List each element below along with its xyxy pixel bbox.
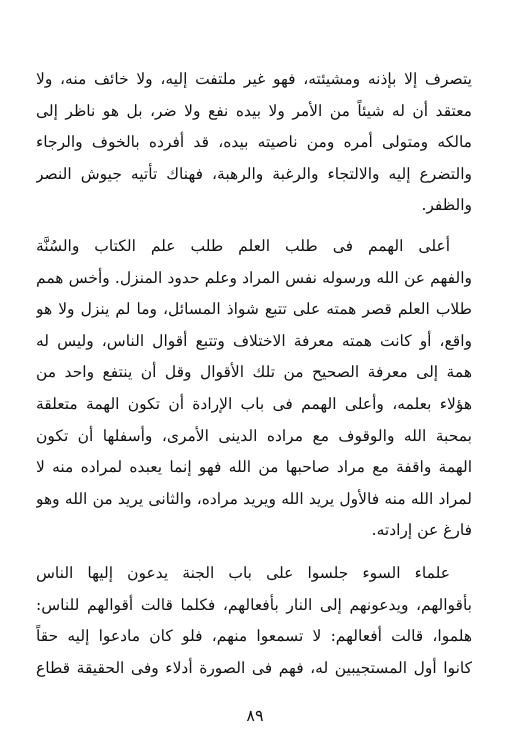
text-line: هؤلاء بعلمه، وأعلى الهمم فى باب الإرادة أن تكون الهمة متعلقة [36, 394, 472, 413]
text-line: طلاب العلم قصر همته على تتبع شواذ المسائل، وما لم ينزل ولا هو [36, 300, 472, 319]
page-number: ٨٩ [246, 706, 264, 725]
paragraph-1 [36, 64, 472, 222]
page-body-text [36, 64, 472, 684]
text-line: معتقد أن له شيئاً من الأمر ولا بيده نفع ولا ضر، بل هو ناظر إلى [36, 101, 472, 120]
text-line-first: علماء السوء جلسوا على باب الجنة يدعون إليها الناس [36, 563, 450, 582]
text-line: هلموا، قالت أفعالهم: لا تسمعوا منهم، فلو كان مادعوا إليه حقاً [36, 627, 472, 646]
text-line: مالكه ومتولى أمره ومن ناصيته بيده، قد أفرده بالخوف والرجاء [36, 133, 472, 152]
text-line: يتصرف إلا بإذنه ومشيئته، فهو غير ملتفت إليه، ولا خائف منه، ولا [36, 70, 472, 88]
text-line: واقع، أو كانت همته معرفة الاختلاف وتتبع أقوال الناس، وليس له [36, 331, 472, 350]
text-line: والتضرع إليه والالتجاء والرغبة والرهبة، فهناك تأتيه جيوش النصر [36, 164, 472, 183]
text-line-last: والظفر. [421, 196, 472, 215]
text-line: بمحبة الله والوقوف مع مراده الدينى الأمرى، وأسفلها أن تكون [36, 426, 472, 445]
paragraph-3 [36, 558, 472, 684]
text-line: بأقوالهم، ويدعونهم إلى النار بأفعالهم، فكلما قالت أقوالهم للناس: [36, 595, 472, 614]
paragraph-2 [36, 231, 472, 547]
text-line: الهمة واقفة مع مراد صاحبها من الله فهو إنما يعبده لمراده منه لا [36, 458, 472, 477]
text-line: كانوا أول المستجيبين له، فهم فى الصورة أدلاء وفى الحقيقة قطاع [36, 658, 472, 677]
text-line: همة إلى معرفة الصحيح من تلك الأقوال وقل أن ينتفع واحد من [36, 363, 472, 382]
text-line: والفهم عن الله ورسوله نفس المراد وعلم حدود المنزل. وأخس همم [36, 268, 472, 287]
text-line-first: أعلى الهمم فى طلب العلم طلب علم الكتاب والسُنَّة [36, 236, 450, 255]
text-line: لمراد الله منه فالأول يريد الله ويريد مراده، والثانى يريد من الله وهو [36, 489, 472, 508]
text-line-last: فارغ عن إرادته. [371, 521, 472, 540]
